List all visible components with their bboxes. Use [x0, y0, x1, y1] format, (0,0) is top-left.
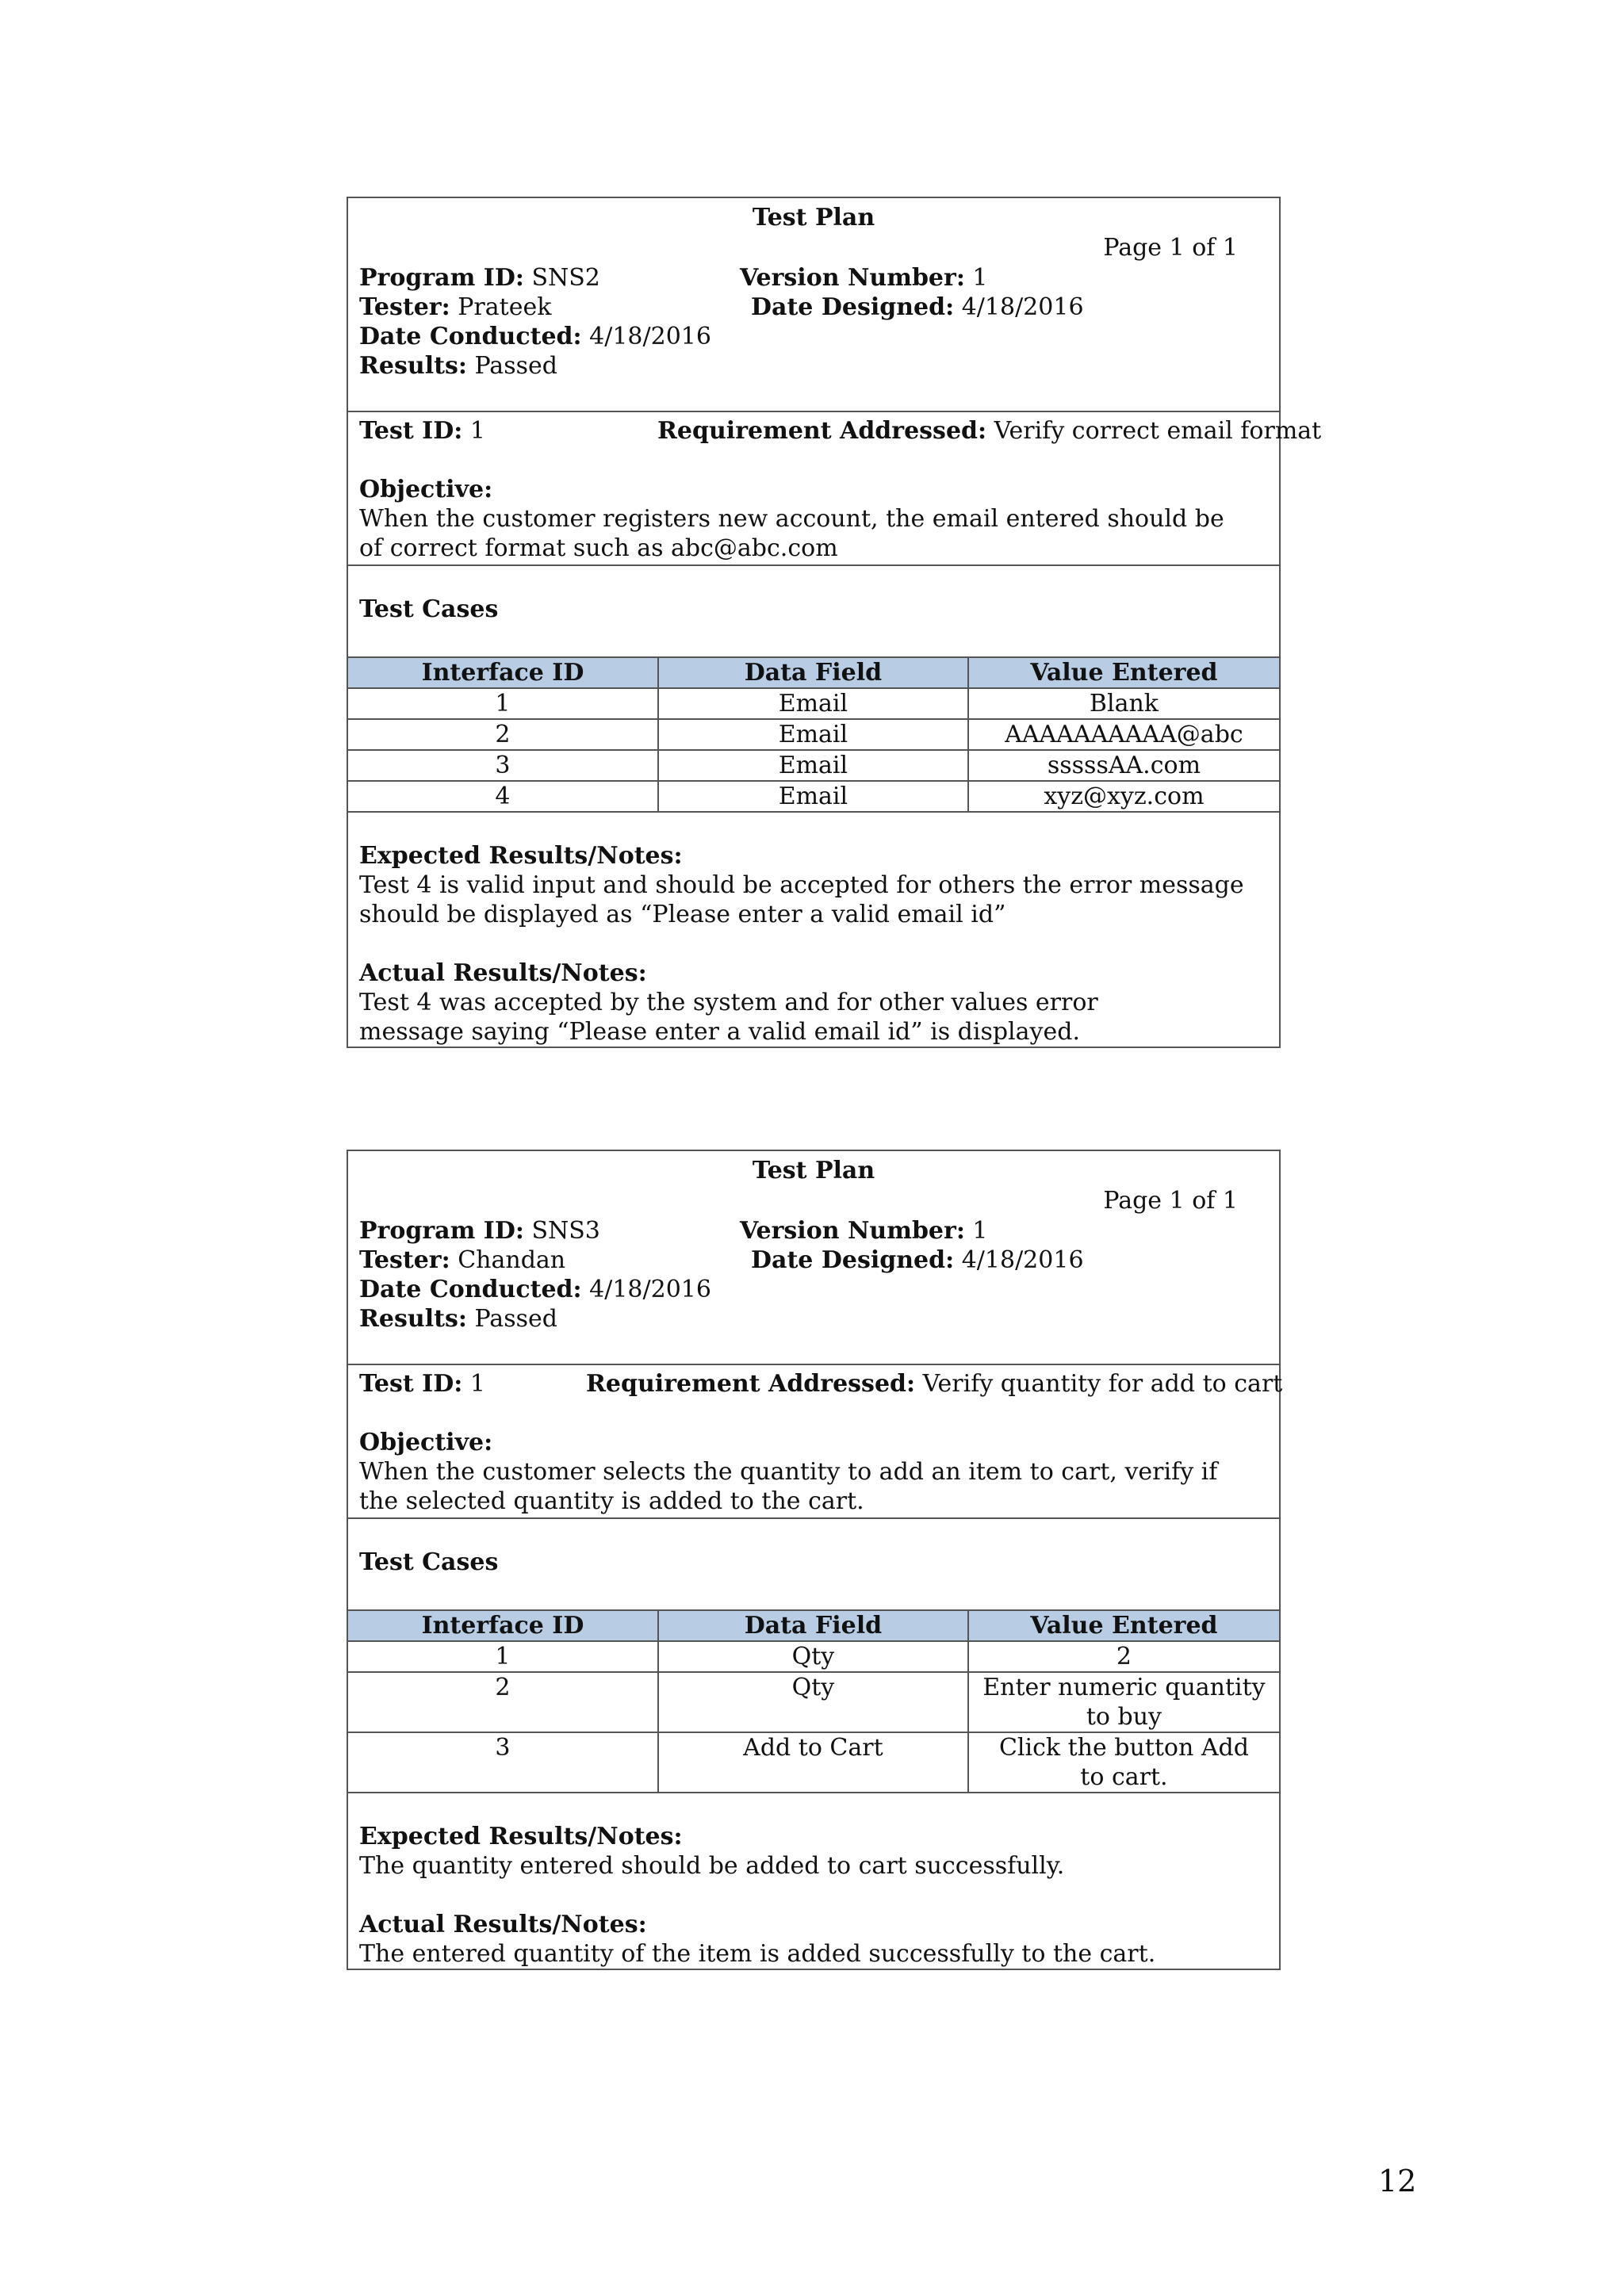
plan-info-left — [359, 1216, 711, 1334]
tester-label: Tester: — [359, 1246, 450, 1274]
page-indicator: Page 1 of 1 — [1103, 1187, 1238, 1215]
requirement-label: Requirement Addressed: — [586, 1370, 916, 1398]
tester-value: Chandan — [450, 1246, 566, 1274]
column-header-interface-id: Interface ID — [348, 1611, 658, 1641]
results-value: Passed — [466, 1305, 557, 1333]
version-label: Version Number: — [740, 1217, 965, 1245]
test-plan-header — [348, 198, 1279, 412]
table-cell: 2 — [968, 1641, 1279, 1672]
date-conducted-label: Date Conducted: — [359, 1276, 582, 1303]
requirement-label: Requirement Addressed: — [657, 417, 987, 445]
table-header-row — [348, 1611, 1279, 1641]
objective-text: When the customer selects the quantity to add an item to cart, verify if the selected quantity is added to the cart. — [359, 1458, 1218, 1515]
test-cases-table — [348, 658, 1279, 813]
objective-label: Objective: — [359, 476, 493, 503]
results-notes-section — [348, 1793, 1279, 1969]
table-row — [348, 688, 1279, 719]
expected-results-label: Expected Results/Notes: — [359, 842, 683, 870]
column-header-interface-id: Interface ID — [348, 658, 658, 688]
expected-results-text: Test 4 is valid input and should be accepted for others the error message should be displayed as “Please enter a valid email id” — [359, 871, 1244, 928]
test-plan-sns3 — [347, 1150, 1281, 1970]
version-value: 1 — [964, 264, 988, 292]
date-designed-label: Date Designed: — [751, 1246, 955, 1274]
date-conducted-label: Date Conducted: — [359, 323, 582, 350]
version-label: Version Number: — [740, 264, 965, 292]
program-id-value: SNS3 — [523, 1217, 600, 1245]
column-header-data-field: Data Field — [658, 1611, 968, 1641]
requirement-addressed — [657, 416, 1321, 446]
table-cell: 1 — [348, 1641, 658, 1672]
actual-results-label: Actual Results/Notes: — [359, 959, 647, 987]
date-designed-value: 4/18/2016 — [954, 1246, 1084, 1274]
table-cell: Email — [658, 781, 968, 812]
program-id-value: SNS2 — [523, 264, 600, 292]
table-cell: 3 — [348, 750, 658, 781]
table-cell: Email — [658, 719, 968, 750]
objective-text: When the customer registers new account, the email entered should be of correct format such as abc@abc.com — [359, 505, 1224, 562]
requirement-value: Verify correct email format — [986, 417, 1322, 445]
test-id-value: 1 — [462, 1370, 485, 1398]
requirement-section — [348, 1365, 1283, 1519]
version-value: 1 — [964, 1217, 988, 1245]
table-cell: Qty — [658, 1641, 968, 1672]
table-cell: 2 — [348, 719, 658, 750]
table-cell: Click the button Add to cart. — [968, 1732, 1279, 1793]
test-cases-label: Test Cases — [359, 1548, 499, 1576]
requirement-value: Verify quantity for add to cart — [915, 1370, 1283, 1398]
plan-info-left — [359, 263, 711, 381]
table-cell: Blank — [968, 688, 1279, 719]
actual-results-label: Actual Results/Notes: — [359, 1911, 647, 1938]
results-label: Results: — [359, 1305, 467, 1333]
date-designed-value: 4/18/2016 — [954, 293, 1084, 321]
test-cases-section — [348, 566, 1279, 658]
objective-label: Objective: — [359, 1429, 493, 1456]
table-header-row — [348, 658, 1279, 688]
requirement-section — [348, 412, 1322, 566]
tester-label: Tester: — [359, 293, 450, 321]
table-cell: AAAAAAAAAA@abc — [968, 719, 1279, 750]
page-indicator: Page 1 of 1 — [1103, 234, 1238, 262]
date-conducted-value: 4/18/2016 — [581, 1276, 711, 1303]
objective — [359, 475, 1247, 563]
actual-results-text: Test 4 was accepted by the system and for other values error message saying “Please enter a valid email id” is displayed. — [359, 989, 1098, 1046]
test-cases-label: Test Cases — [359, 595, 499, 623]
table-row — [348, 781, 1279, 812]
test-cases-table — [348, 1611, 1279, 1793]
column-header-data-field: Data Field — [658, 658, 968, 688]
results-label: Results: — [359, 352, 467, 380]
test-id-label: Test ID: — [359, 417, 463, 445]
test-id — [359, 416, 485, 446]
table-row — [348, 719, 1279, 750]
test-plan-title: Test Plan — [752, 204, 875, 232]
table-cell: 4 — [348, 781, 658, 812]
test-id-label: Test ID: — [359, 1370, 463, 1398]
plan-info-middle — [740, 263, 1084, 322]
test-cases-section — [348, 1519, 1279, 1611]
test-plan-title: Test Plan — [752, 1157, 875, 1184]
results-value: Passed — [466, 352, 557, 380]
objective — [359, 1428, 1263, 1516]
table-row — [348, 1672, 1279, 1732]
tester-value: Prateek — [450, 293, 552, 321]
expected-results-label: Expected Results/Notes: — [359, 1823, 683, 1850]
table-cell: 2 — [348, 1672, 658, 1732]
test-plan-sns2 — [347, 197, 1322, 1048]
program-id-label: Program ID: — [359, 1217, 524, 1245]
table-row — [348, 750, 1279, 781]
program-id-label: Program ID: — [359, 264, 524, 292]
actual-results-text: The entered quantity of the item is added successfully to the cart. — [359, 1940, 1156, 1968]
table-cell: 1 — [348, 688, 658, 719]
requirement-addressed — [586, 1369, 1282, 1399]
table-cell: Email — [658, 750, 968, 781]
expected-results-text: The quantity entered should be added to cart successfully. — [359, 1852, 1065, 1880]
table-row — [348, 1732, 1279, 1793]
table-cell: 3 — [348, 1732, 658, 1793]
column-header-value-entered: Value Entered — [968, 658, 1279, 688]
results-notes-section — [348, 813, 1279, 1047]
table-row — [348, 1641, 1279, 1672]
table-cell: Add to Cart — [658, 1732, 968, 1793]
column-header-value-entered: Value Entered — [968, 1611, 1279, 1641]
table-cell: Qty — [658, 1672, 968, 1732]
date-conducted-value: 4/18/2016 — [581, 323, 711, 350]
table-cell: Enter numeric quantity to buy — [968, 1672, 1279, 1732]
table-cell: xyz@xyz.com — [968, 781, 1279, 812]
plan-info-middle — [740, 1216, 1084, 1275]
table-cell: sssssAA.com — [968, 750, 1279, 781]
table-cell: Email — [658, 688, 968, 719]
page-number: 12 — [1378, 2164, 1417, 2198]
test-id — [359, 1369, 485, 1399]
test-plan-header — [348, 1151, 1279, 1365]
date-designed-label: Date Designed: — [751, 293, 955, 321]
test-id-value: 1 — [462, 417, 485, 445]
